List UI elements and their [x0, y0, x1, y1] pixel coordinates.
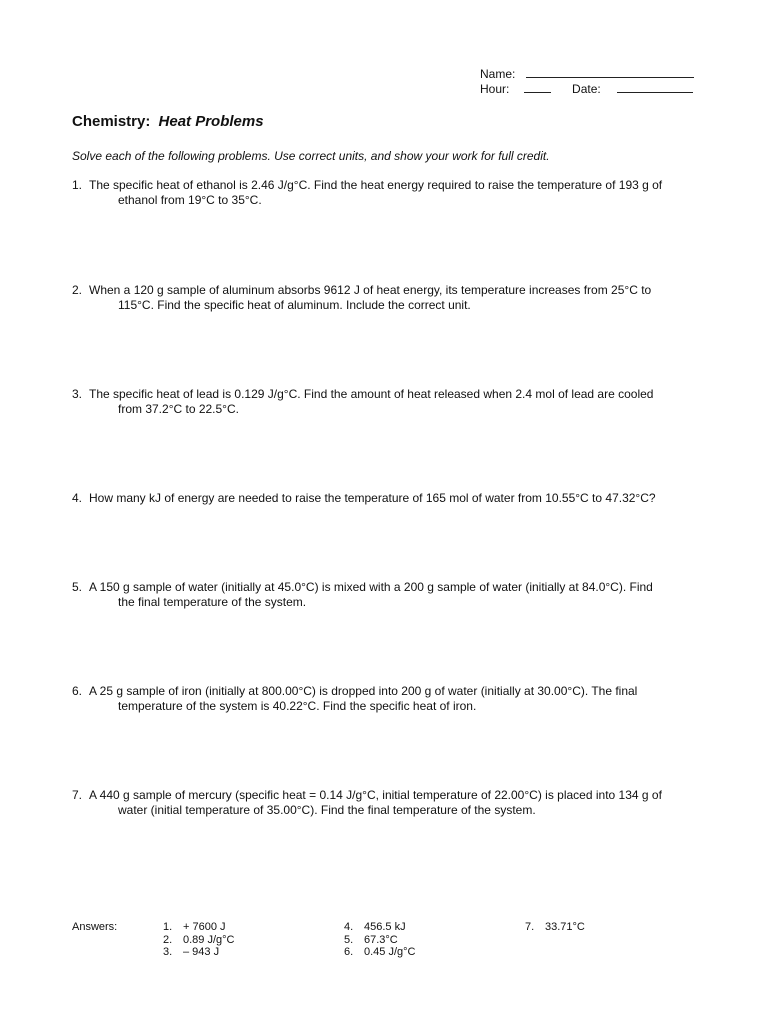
answers-column-1: [163, 921, 234, 959]
problem-text-line1: A 150 g sample of water (initially at 45.0°C) is mixed with a 200 g sample of water (initially at 84.0°C). Find: [89, 580, 653, 594]
page-title: [72, 113, 264, 130]
answers-column-2: [344, 921, 415, 959]
answer-item: 3. – 943 J: [163, 946, 220, 958]
problem-text-line1: When a 120 g sample of aluminum absorbs 9612 J of heat energy, its temperature increases from 25°C to: [89, 283, 652, 297]
answers-label: Answers:: [72, 921, 118, 933]
problem-number: 7.: [72, 788, 83, 802]
instructions: Solve each of the following problems. Use correct units, and show your work for full credit.: [72, 149, 550, 163]
problem-1: [72, 178, 702, 208]
title-subject: Chemistry:: [72, 113, 151, 130]
problem-text-line2: water (initial temperature of 35.00°C). Find the final temperature of the system.: [118, 803, 536, 817]
problem-text-line1: A 440 g sample of mercury (specific heat = 0.14 J/g°C, initial temperature of 22.00°C) is placed into 134 g of: [89, 788, 662, 802]
problem-text-line1: The specific heat of ethanol is 2.46 J/g°C. Find the heat energy required to raise the temperature of 193 g of: [89, 178, 663, 192]
date-label: Date:: [572, 82, 601, 96]
name-label: Name:: [480, 67, 516, 81]
date-blank-line: [617, 81, 693, 93]
problem-text-line2: the final temperature of the system.: [118, 595, 307, 609]
name-blank-line: [526, 66, 694, 78]
problem-number: 4.: [72, 491, 83, 505]
answer-item: 2. 0.89 J/g°C: [163, 933, 235, 946]
problem-text-line2: ethanol from 19°C to 35°C.: [118, 193, 262, 207]
problem-5: [72, 580, 702, 610]
hour-blank-line: [524, 81, 551, 93]
hour-date-row: [480, 81, 693, 96]
problem-2: [72, 283, 702, 313]
answers-column-3: [525, 921, 585, 934]
problem-text-line1: A 25 g sample of iron (initially at 800.00°C) is dropped into 200 g of water (initially at 30.00°C). The final: [89, 684, 638, 698]
answer-item: 4. 456.5 kJ: [344, 921, 406, 933]
answer-item: 6. 0.45 J/g°C: [344, 946, 416, 958]
answer-item: 7. 33.71°C: [525, 921, 585, 933]
problem-text-line1: The specific heat of lead is 0.129 J/g°C. Find the amount of heat released when 2.4 mol of lead are cooled: [89, 387, 654, 401]
problem-text-line1: How many kJ of energy are needed to raise the temperature of 165 mol of water from 10.55°C to 47.32°C?: [89, 491, 656, 505]
problem-4: [72, 491, 702, 506]
name-field-row: [480, 66, 694, 81]
problem-number: 5.: [72, 580, 83, 594]
problem-3: [72, 387, 702, 417]
answer-item: 1. + 7600 J: [163, 921, 226, 933]
problem-number: 1.: [72, 178, 83, 192]
answer-item: 5. 67.3°C: [344, 933, 398, 946]
problem-7: [72, 788, 702, 818]
title-topic: Heat Problems: [158, 113, 264, 130]
problem-number: 3.: [72, 387, 83, 401]
hour-label: Hour:: [480, 82, 510, 96]
problem-text-line2: 115°C. Find the specific heat of aluminum. Include the correct unit.: [118, 298, 471, 312]
problem-number: 6.: [72, 684, 83, 698]
problem-number: 2.: [72, 283, 83, 297]
problem-6: [72, 684, 702, 714]
problem-text-line2: temperature of the system is 40.22°C. Find the specific heat of iron.: [118, 699, 477, 713]
problem-text-line2: from 37.2°C to 22.5°C.: [118, 402, 239, 416]
